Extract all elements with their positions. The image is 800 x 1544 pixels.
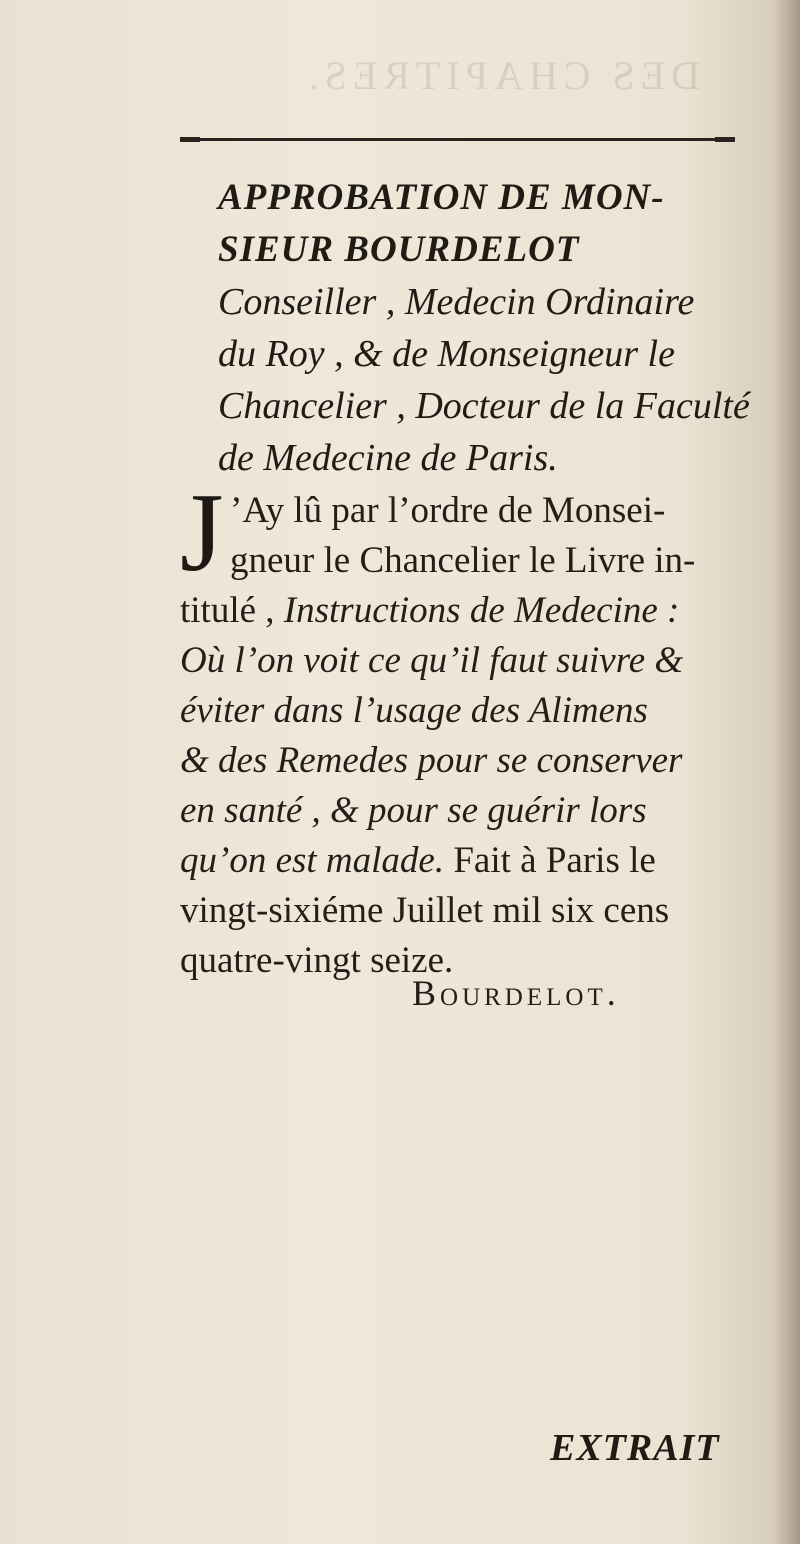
drop-cap: J (180, 471, 224, 595)
heading-line-4: du Roy , & de Monseigneur le (218, 333, 675, 375)
body-line-6-text: & des Remedes pour se conserver (180, 740, 683, 781)
heading-line-3: Conseiller , Medecin Ordinaire (218, 281, 695, 323)
body-line-9: vingt-sixiéme Juillet mil six cens (180, 890, 670, 931)
body-line-4 (180, 636, 755, 686)
body-line-8 (180, 836, 755, 886)
body-line-5-text: éviter dans l’usage des Alimens (180, 690, 648, 731)
body-line-3-start: titulé , (180, 590, 275, 631)
body-line-7-text: en santé , & pour se guérir lors (180, 790, 647, 831)
ornamental-rule (180, 136, 735, 143)
body-line-2: gneur le Chancelier le Livre in- (230, 540, 696, 581)
heading-line-2: SIEUR BOURDELOT (218, 229, 580, 270)
approbation-heading (218, 172, 763, 484)
signature: Bourdelot. (412, 973, 620, 1013)
body-line-10: quatre-vingt seize. (180, 940, 454, 981)
body-line-5 (180, 686, 755, 736)
body-line-4-text: Où l’on voit ce qu’il faut suivre & (180, 640, 684, 681)
heading-line-6: de Medecine de Paris. (218, 437, 558, 479)
body-line-6 (180, 736, 755, 786)
body-line-7 (180, 786, 755, 836)
approbation-text (180, 486, 755, 986)
bleed-through-text: DES CHAPITRES. (302, 53, 700, 98)
page-edge-shadow (774, 0, 800, 1544)
heading-line-5: Chancelier , Docteur de la Faculté (218, 385, 750, 427)
body-line-3 (180, 586, 755, 636)
body-line-8-end: Fait à Paris le (453, 840, 656, 881)
catchword: EXTRAIT (550, 1427, 720, 1469)
body-line-1: ’Ay lû par l’ordre de Monsei- (230, 490, 666, 531)
heading-line-1: APPROBATION DE MON- (218, 177, 665, 218)
book-title: Instructions de Medecine : (283, 590, 680, 631)
body-line-8-italic: qu’on est malade. (180, 840, 445, 881)
